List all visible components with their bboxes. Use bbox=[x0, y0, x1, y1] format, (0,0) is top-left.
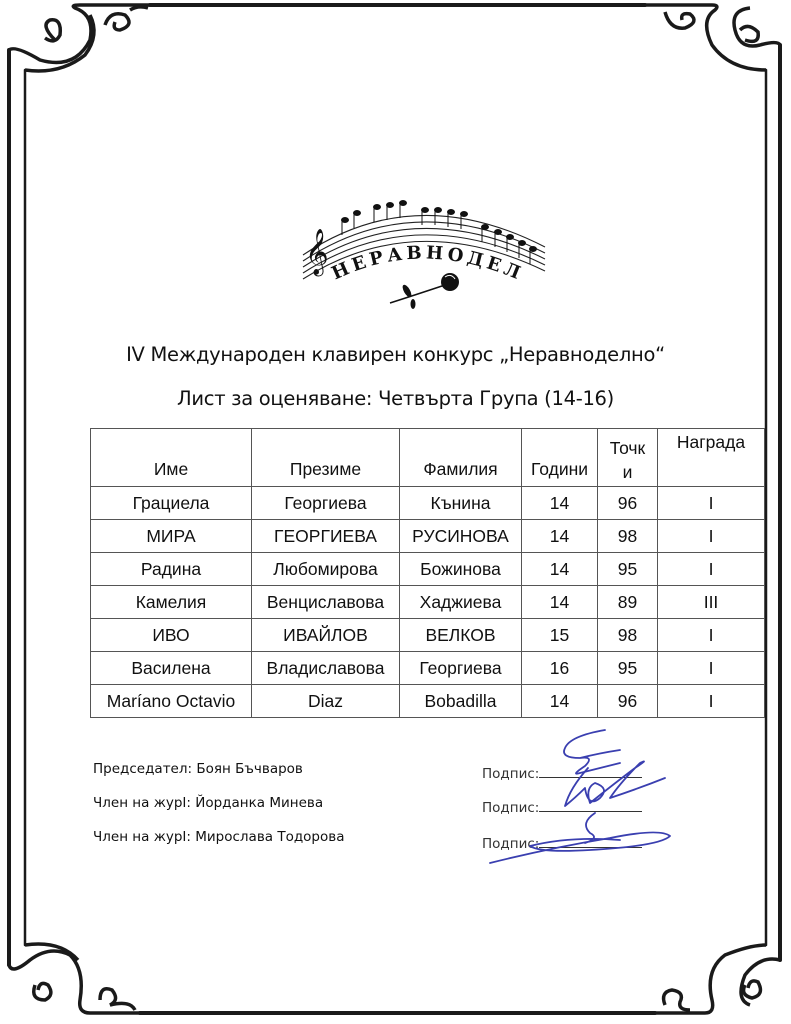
evaluation-sheet-subtitle: Лист за оценяване: Четвърта Група (14-16) bbox=[177, 387, 614, 410]
cell-age: 14 bbox=[522, 520, 598, 553]
cell-name: МИРА bbox=[91, 520, 252, 553]
cell-award: I bbox=[658, 619, 765, 652]
cell-surname: Bobadilla bbox=[400, 685, 522, 718]
cell-name: Грациела bbox=[91, 487, 252, 520]
cell-age: 16 bbox=[522, 652, 598, 685]
cell-award: III bbox=[658, 586, 765, 619]
table-row bbox=[91, 586, 765, 619]
corner-ornament-bottom-left bbox=[9, 944, 140, 1013]
cell-age: 14 bbox=[522, 487, 598, 520]
column-header-middle-name: Презиме bbox=[252, 429, 400, 487]
cell-points: 96 bbox=[598, 685, 658, 718]
column-header-name: Име bbox=[91, 429, 252, 487]
cell-name: Maríano Octavio bbox=[91, 685, 252, 718]
cell-name: Василена bbox=[91, 652, 252, 685]
cell-surname: Божинова bbox=[400, 553, 522, 586]
cell-middle-name: ИВАЙЛОВ bbox=[252, 619, 400, 652]
cell-age: 14 bbox=[522, 586, 598, 619]
logo-text: НЕРАВНОДЕЛ bbox=[328, 242, 527, 286]
cell-award: I bbox=[658, 685, 765, 718]
cell-points: 96 bbox=[598, 487, 658, 520]
signature-label: Подпис: bbox=[482, 766, 540, 782]
cell-middle-name: Diaz bbox=[252, 685, 400, 718]
competition-logo bbox=[295, 185, 565, 310]
rose-icon bbox=[390, 273, 459, 309]
cell-age: 14 bbox=[522, 553, 598, 586]
table-header-row bbox=[91, 429, 765, 487]
signature-scribble-2 bbox=[565, 761, 665, 806]
corner-ornament-bottom-right bbox=[655, 945, 780, 1013]
signature-label: Подпис: bbox=[482, 800, 540, 816]
column-header-points-part2: и bbox=[622, 462, 633, 482]
cell-points: 89 bbox=[598, 586, 658, 619]
cell-points: 95 bbox=[598, 553, 658, 586]
table-row bbox=[91, 685, 765, 718]
cell-points: 98 bbox=[598, 520, 658, 553]
svg-text:𝄞: 𝄞 bbox=[305, 229, 329, 275]
table-row bbox=[91, 553, 765, 586]
corner-ornament-top-left bbox=[9, 5, 150, 71]
table-row bbox=[91, 652, 765, 685]
cell-points: 98 bbox=[598, 619, 658, 652]
cell-name: ИВО bbox=[91, 619, 252, 652]
competition-title: IV Международен клавирен конкурс „Неравноделно“ bbox=[126, 343, 665, 366]
column-header-award: Награда bbox=[658, 429, 765, 487]
column-header-age: Години bbox=[522, 429, 598, 487]
jury-member-1: Член на журI: Йорданка Минева bbox=[93, 795, 324, 811]
cell-surname: РУСИНОВА bbox=[400, 520, 522, 553]
cell-name: Радина bbox=[91, 553, 252, 586]
cell-age: 14 bbox=[522, 685, 598, 718]
cell-surname: Хаджиева bbox=[400, 586, 522, 619]
signature-scribble-1 bbox=[564, 730, 620, 774]
cell-award: I bbox=[658, 652, 765, 685]
signature-label: Подпис: bbox=[482, 836, 540, 852]
cell-award: I bbox=[658, 553, 765, 586]
cell-points: 95 bbox=[598, 652, 658, 685]
table-row bbox=[91, 487, 765, 520]
table-row bbox=[91, 619, 765, 652]
cell-middle-name: Венциславова bbox=[252, 586, 400, 619]
cell-surname: Георгиева bbox=[400, 652, 522, 685]
cell-middle-name: Владиславова bbox=[252, 652, 400, 685]
cell-award: I bbox=[658, 520, 765, 553]
cell-surname: Кънина bbox=[400, 487, 522, 520]
cell-middle-name: Георгиева bbox=[252, 487, 400, 520]
column-header-points-part1: Точк bbox=[609, 438, 646, 458]
column-header-points bbox=[598, 429, 658, 487]
scores-table bbox=[90, 428, 765, 718]
treble-clef-icon bbox=[305, 229, 329, 277]
cell-age: 15 bbox=[522, 619, 598, 652]
jury-member-2: Член на журI: Мирослава Тодорова bbox=[93, 829, 345, 845]
signature-scribble-3 bbox=[490, 813, 670, 863]
table-row bbox=[91, 520, 765, 553]
cell-surname: ВЕЛКОВ bbox=[400, 619, 522, 652]
cell-middle-name: Любомирова bbox=[252, 553, 400, 586]
column-header-surname: Фамилия bbox=[400, 429, 522, 487]
jury-chair: Председател: Боян Бъчваров bbox=[93, 761, 303, 777]
cell-name: Камелия bbox=[91, 586, 252, 619]
cell-middle-name: ГЕОРГИЕВА bbox=[252, 520, 400, 553]
handwritten-signatures bbox=[470, 728, 685, 868]
corner-ornament-top-right bbox=[645, 5, 780, 70]
cell-award: I bbox=[658, 487, 765, 520]
